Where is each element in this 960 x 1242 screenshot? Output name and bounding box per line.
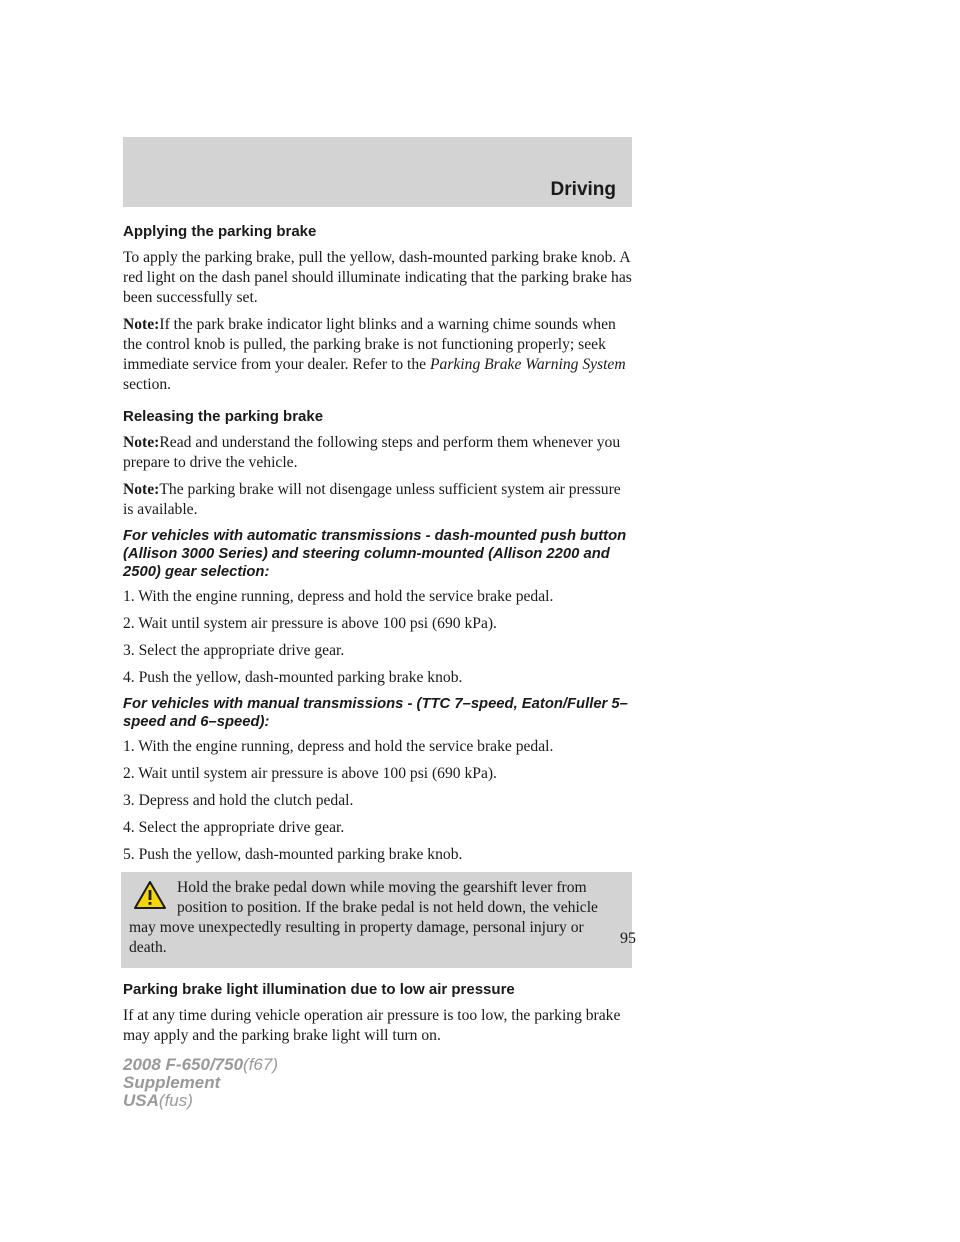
- note-release-1: [123, 433, 632, 473]
- note-text: If the park brake indicator light blinks and a warning chime sounds when the control knob is pulled, the parking brake is not functioning properly; seek immediate service from your dealer. Refer to the: [123, 316, 616, 373]
- warning-box: [121, 872, 632, 968]
- footer-model: 2008 F-650/750: [123, 1055, 244, 1074]
- page-content: [123, 222, 632, 1053]
- step-item: 3. Select the appropriate drive gear.: [123, 642, 345, 659]
- note-label: Note:: [123, 434, 160, 451]
- step-item: 2. Wait until system air pressure is above 100 psi (690 kPa).: [123, 615, 497, 632]
- step-item: 4. Select the appropriate drive gear.: [123, 819, 345, 836]
- note-apply: [123, 315, 632, 395]
- paragraph-apply: To apply the parking brake, pull the yellow, dash-mounted parking brake knob. A red light on the dash panel should illuminate indicating that the parking brake has been successfully set.: [123, 249, 632, 306]
- footer-supplement: Supplement: [123, 1073, 221, 1092]
- section-header-band: [123, 137, 632, 207]
- subheading-manual-transmissions: For vehicles with manual transmissions - (TTC 7–speed, Eaton/Fuller 5–speed and 6–speed):: [123, 696, 628, 730]
- step-item: 1. With the engine running, depress and hold the service brake pedal.: [123, 588, 554, 605]
- note-release-2: [123, 480, 632, 520]
- warning-triangle-icon: [133, 880, 167, 910]
- step-item: 5. Push the yellow, dash-mounted parking brake knob.: [123, 846, 463, 863]
- note-text: The parking brake will not disengage unless sufficient system air pressure is available.: [123, 481, 621, 518]
- note-reference: Parking Brake Warning System: [430, 356, 626, 373]
- step-item: 4. Push the yellow, dash-mounted parking brake knob.: [123, 669, 463, 686]
- heading-low-air-pressure: Parking brake light illumination due to low air pressure: [123, 981, 515, 998]
- subheading-automatic-transmissions: For vehicles with automatic transmissions - dash-mounted push button (Allison 3000 Series) and steering column-mounted (Allison 2200 and 2500) gear selection:: [123, 528, 627, 580]
- step-item: 3. Depress and hold the clutch pedal.: [123, 792, 354, 809]
- step-item: 2. Wait until system air pressure is above 100 psi (690 kPa).: [123, 765, 497, 782]
- heading-releasing-parking-brake: Releasing the parking brake: [123, 408, 324, 425]
- footer-market: USA: [123, 1091, 159, 1110]
- heading-applying-parking-brake: Applying the parking brake: [123, 223, 317, 240]
- note-text-end: section.: [123, 376, 172, 393]
- footer-model-code: (f67): [243, 1055, 279, 1074]
- step-item: 1. With the engine running, depress and hold the service brake pedal.: [123, 738, 554, 755]
- note-text: Read and understand the following steps and perform them whenever you prepare to drive the vehicle.: [123, 434, 621, 471]
- document-footer: [123, 1056, 278, 1110]
- warning-text: Hold the brake pedal down while moving the gearshift lever from position to position. If the brake pedal is not held down, the vehicle may move unexpectedly resulting in property damage, personal injury or death.: [129, 879, 598, 956]
- footer-market-code: (fus): [158, 1091, 193, 1110]
- paragraph-low-air: If at any time during vehicle operation air pressure is too low, the parking brake may apply and the parking brake light will turn on.: [123, 1007, 621, 1044]
- note-label: Note:: [123, 481, 160, 498]
- page-number: 95: [620, 930, 636, 947]
- section-title: Driving: [550, 179, 616, 200]
- note-label: Note:: [123, 316, 160, 333]
